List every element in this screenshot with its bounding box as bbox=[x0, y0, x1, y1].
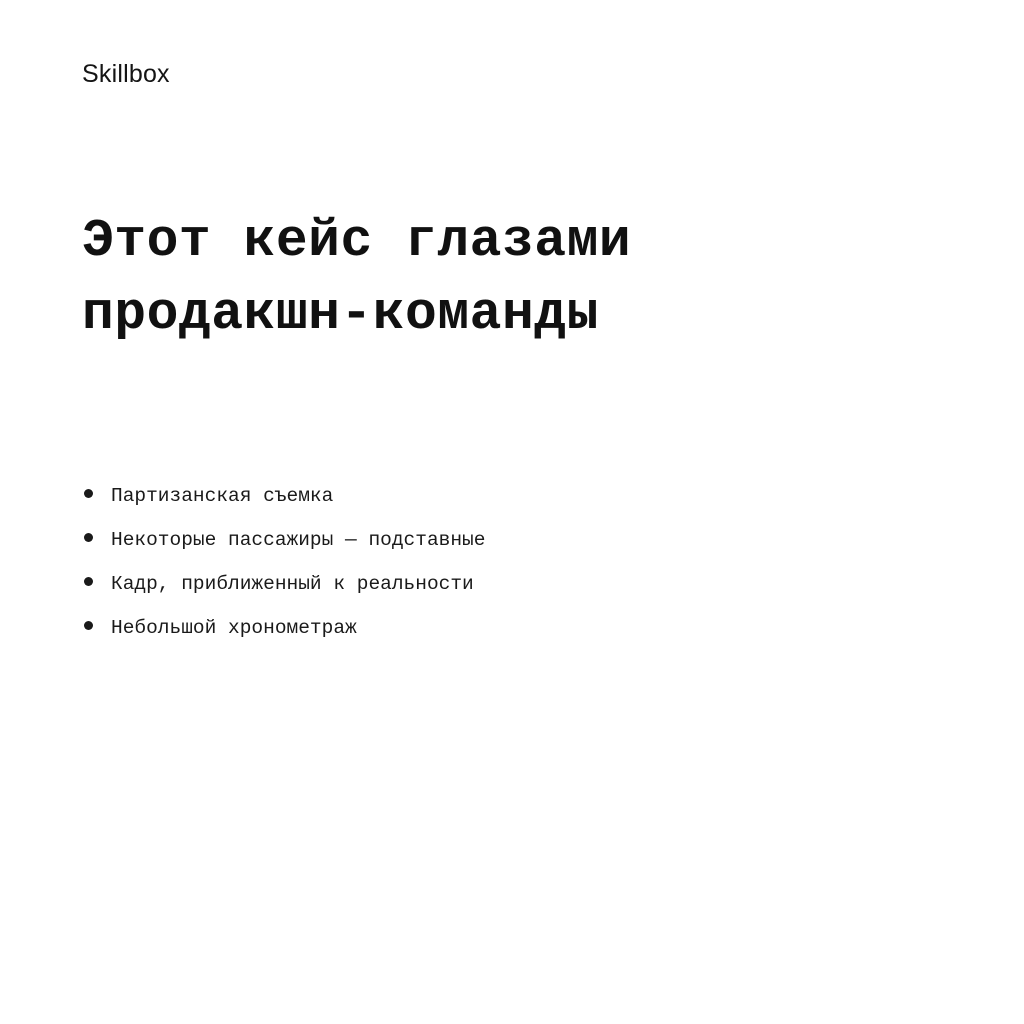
bullet-dot-icon bbox=[84, 489, 93, 498]
brand-logo: Skillbox bbox=[82, 60, 170, 88]
bullet-item bbox=[82, 566, 485, 610]
bullet-text: Некоторые пассажиры — подставные bbox=[111, 529, 486, 551]
bullet-item bbox=[82, 610, 485, 654]
slide-title-line-2: продакшн-команды bbox=[82, 284, 599, 344]
bullet-text: Партизанская съемка bbox=[111, 485, 334, 507]
slide-title bbox=[82, 205, 982, 351]
slide-title-line-1: Этот кейс глазами bbox=[82, 211, 632, 271]
bullet-dot-icon bbox=[84, 621, 93, 630]
bullet-text: Кадр, приближенный к реальности bbox=[111, 573, 474, 595]
bullet-dot-icon bbox=[84, 533, 93, 542]
bullet-list bbox=[82, 478, 485, 654]
bullet-dot-icon bbox=[84, 577, 93, 586]
bullet-item bbox=[82, 478, 485, 522]
bullet-item bbox=[82, 522, 485, 566]
bullet-text: Небольшой хронометраж bbox=[111, 617, 357, 639]
